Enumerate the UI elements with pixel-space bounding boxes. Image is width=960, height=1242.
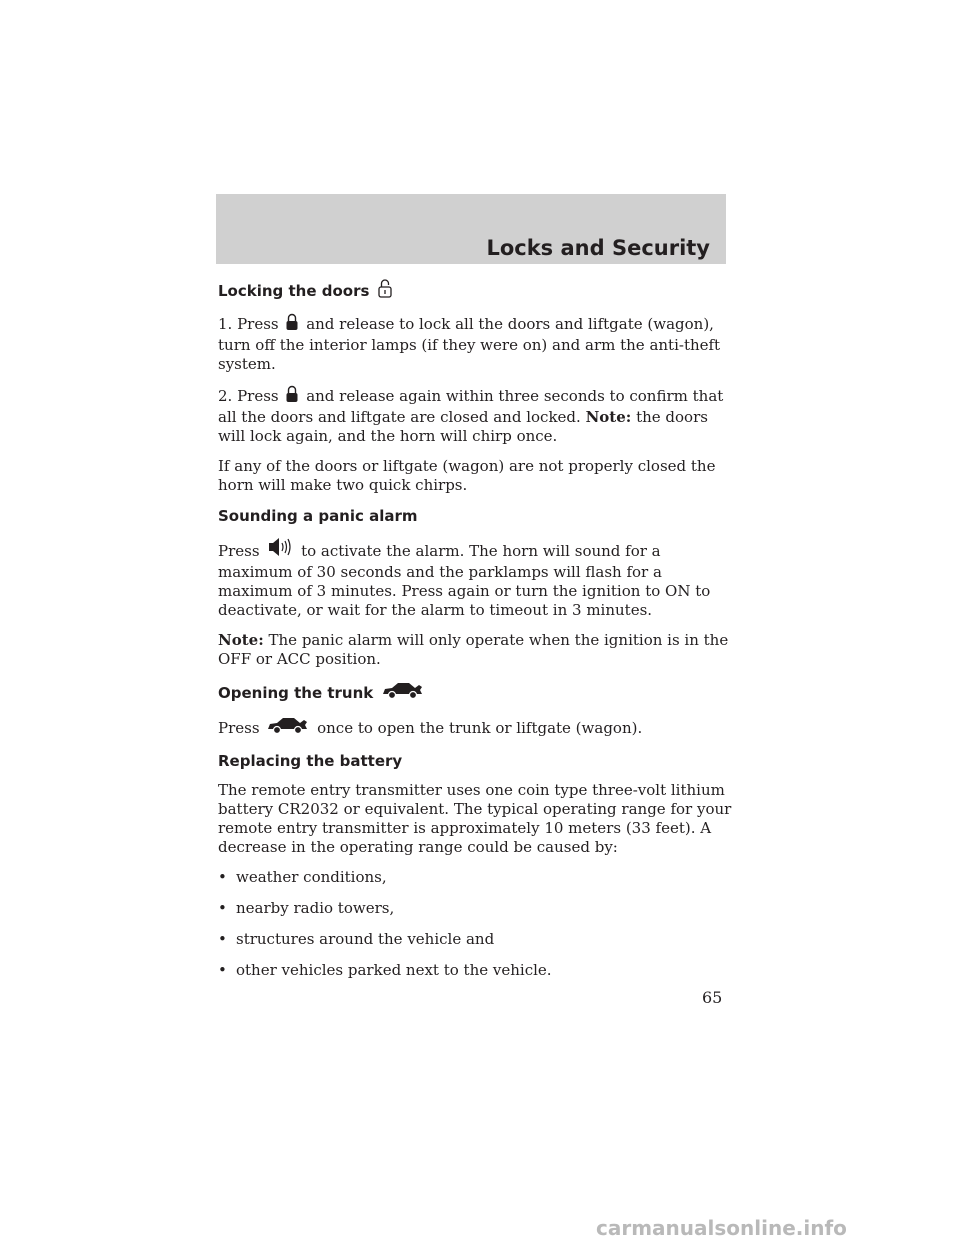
list-item: • other vehicles parked next to the vehicle. <box>218 961 738 980</box>
step2-text: and release again within three seconds to confirm that all the doors and liftgate are closed and locked. <box>218 387 724 426</box>
section-title: Locks and Security <box>486 236 710 260</box>
page-content <box>218 278 738 992</box>
trunk-prefix: Press <box>218 719 260 737</box>
step1-prefix: 1. Press <box>218 315 279 333</box>
panic-note-text: The panic alarm will only operate when the ignition is in the OFF or ACC position. <box>218 631 729 668</box>
panic-paragraph <box>218 536 738 620</box>
lock-icon <box>286 313 298 336</box>
battery-paragraph: The remote entry transmitter uses one coin type three-volt lithium battery CR2032 or equivalent. The typical operating range for your remote entry transmitter is approximately 10 meters (33 feet). A decrease in the operating range could be caused by: <box>218 781 732 856</box>
step2-prefix: 2. Press <box>218 387 279 405</box>
panic-note <box>218 631 738 669</box>
step2-note-text: the doors will lock again, and the horn will chirp once. <box>218 408 708 445</box>
note-label: Note: <box>218 631 264 649</box>
battery-heading: Replacing the battery <box>218 752 403 770</box>
list-item: • weather conditions, <box>218 868 738 887</box>
locking-heading <box>218 278 738 303</box>
trunk-paragraph <box>218 715 738 740</box>
panic-text: to activate the alarm. The horn will sound for a maximum of 30 seconds and the parklamps will flash for a maximum of 3 minutes. Press again or turn the ignition to ON to deactivate, or wait for the alarm to timeout in 3 minutes. <box>218 542 711 619</box>
locking-step-1 <box>218 313 738 374</box>
panic-heading: Sounding a panic alarm <box>218 507 418 525</box>
locking-heading-text: Locking the doors <box>218 282 370 300</box>
car-trunk-icon <box>382 680 424 705</box>
trunk-heading <box>218 680 738 705</box>
note-label: Note: <box>585 408 632 426</box>
panic-prefix: Press <box>218 542 260 560</box>
trunk-heading-text: Opening the trunk <box>218 684 374 702</box>
car-trunk-icon <box>267 715 309 740</box>
lock-icon <box>286 385 298 408</box>
unlock-icon <box>378 278 392 303</box>
battery-bullet-list <box>218 868 738 980</box>
watermark: carmanualsonline.info <box>596 1216 847 1240</box>
locking-step-2 <box>218 385 738 446</box>
trunk-text: once to open the trunk or liftgate (wagon). <box>317 719 643 737</box>
section-header-band <box>216 194 726 264</box>
step1-text: and release to lock all the doors and liftgate (wagon), turn off the interior lamps (if they were on) and arm the anti-theft system. <box>218 315 721 373</box>
horn-alarm-icon <box>267 536 293 563</box>
locking-para-3: If any of the doors or liftgate (wagon) are not properly closed the horn will make two quick chirps. <box>218 457 716 494</box>
list-item: • nearby radio towers, <box>218 899 738 918</box>
list-item: • structures around the vehicle and <box>218 930 738 949</box>
page-number: 65 <box>702 988 723 1007</box>
